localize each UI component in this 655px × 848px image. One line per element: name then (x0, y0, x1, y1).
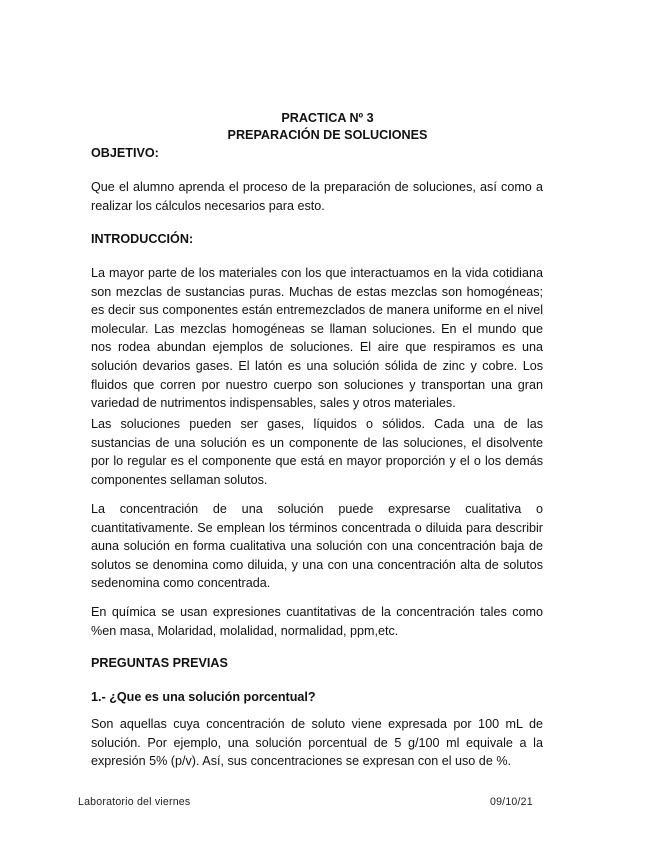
objetivo-heading: OBJETIVO: (91, 146, 159, 160)
intro-paragraph-3: La concentración de una solución puede expresarse cualitativa o cuantitativamente. Se emplean los términos concentrada o diluida para describir auna solución en forma cualitativa una solución con una concentración baja de solutos se denomina como diluida, y una con una concentración alta de solutos sedenomina como concentrada. (91, 502, 543, 591)
intro-paragraph-1: La mayor parte de los materiales con los que interactuamos en la vida cotidiana son mezclas de sustancias puras. Muchas de estas mezclas son homogéneas; es decir sus componentes están entremezclados de manera uniforme en el nivel molecular. Las mezclas homogéneas se llaman soluciones. En el mundo que nos rodea abundan ejemplos de soluciones. El aire que respiramos es una solución devarios gases. El latón es una solución sólida de zinc y cobre. Los fluidos que corren por nuestro cuerpo son soluciones y transportan una gran variedad de nutrimentos indispensables, sales y otros materiales. (91, 266, 543, 411)
intro-paragraph-2: Las soluciones pueden ser gases, líquidos o sólidos. Cada una de las sustancias de una solución es un componente de las soluciones, el disolvente por lo regular es el componente que está en mayor proporción y el o los demás componentes sellaman solutos. (91, 417, 543, 487)
objetivo-text: Que el alumno aprenda el proceso de la preparación de soluciones, así como a realizar los cálculos necesarios para esto. (91, 180, 543, 213)
footer-date: 09/10/21 (490, 796, 533, 808)
practice-title: PREPARACIÓN DE SOLUCIONES (227, 128, 428, 142)
question-1-heading: 1.- ¿Que es una solución porcentual? (91, 690, 316, 704)
footer-left: Laboratorio del viernes (78, 796, 191, 808)
introduccion-heading: INTRODUCCIÓN: (91, 232, 194, 246)
question-1-answer: Son aquellas cuya concentración de soluto viene expresada por 100 mL de solución. Por ejemplo, una solución porcentual de 5 g/100 ml equivale a la expresión 5% (p/v). Así, sus concentraciones se expresan con el uso de %. (91, 717, 543, 769)
practice-number-title: PRACTICA Nº 3 (281, 111, 374, 125)
preguntas-heading: PREGUNTAS PREVIAS (91, 656, 228, 670)
intro-paragraph-4: En química se usan expresiones cuantitativas de la concentración tales como %en masa, Molaridad, molalidad, normalidad, ppm,etc. (91, 605, 543, 638)
